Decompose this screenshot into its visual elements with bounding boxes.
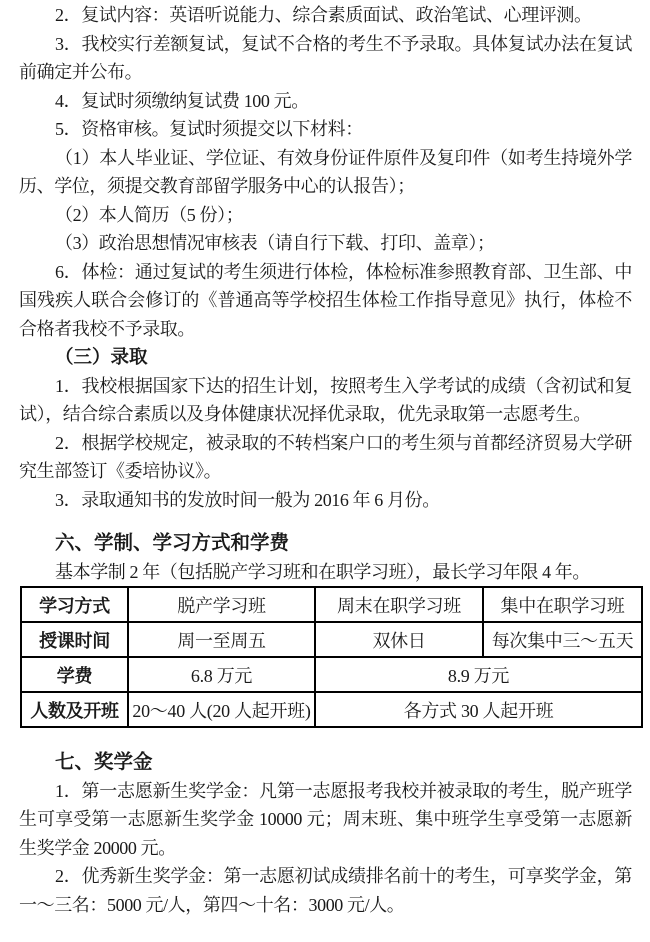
- table-cell: 6.8 万元: [128, 657, 315, 692]
- table-row-class-size: [21, 692, 642, 727]
- table-row-class-time: [21, 622, 642, 657]
- paragraph-retest-content: 2．复试内容：英语听说能力、综合素质面试、政治笔试、心理评测。: [55, 5, 592, 25]
- row-header-cell: 学习方式: [21, 587, 128, 622]
- paragraph-schooling-intro: 基本学制 2 年（包括脱产学习班和在职学习班），最长学习年限 4 年。: [55, 561, 590, 582]
- paragraph-admission-2: 2．根据学校规定，被录取的不转档案户口的考生须与首都经济贸易大学研究生部签订《委培协议》。: [19, 432, 632, 481]
- paragraph-material-2: （2）本人简历（5 份）；: [55, 204, 244, 225]
- paragraph-material-3: （3）政治思想情况审核表（请自行下载、打印、盖章）；: [55, 233, 495, 253]
- row-header-cell: 学费: [21, 657, 128, 692]
- row-header-cell: 授课时间: [21, 622, 128, 657]
- table-cell: 8.9 万元: [315, 657, 642, 692]
- table-cell: 集中在职学习班: [483, 587, 642, 622]
- table-cell: 双休日: [315, 622, 483, 657]
- table-cell: 周末在职学习班: [315, 587, 483, 622]
- paragraph-qualification-review: 5．资格审核。复试时须提交以下材料：: [55, 119, 363, 139]
- paragraph-physical-exam: 6．体检：通过复试的考生须进行体检，体检标准参照教育部、卫生部、中国残疾人联合会修订的《普通高等学校招生体检工作指导意见》执行，体检不合格者我校不予录取。: [19, 261, 632, 339]
- row-header-cell: 人数及开班: [21, 692, 128, 727]
- table-row-tuition-fee: [21, 657, 642, 692]
- table-cell: 周一至周五: [128, 622, 315, 657]
- table-cell: 每次集中三～五天: [483, 622, 642, 657]
- paragraph-retest-fee: 4．复试时须缴纳复试费 100 元。: [55, 90, 309, 111]
- heading-admission: （三）录取: [55, 346, 148, 367]
- paragraph-retest-differential: 3．我校实行差额复试，复试不合格的考生不予录取。具体复试办法在复试前确定并公布。: [19, 33, 632, 82]
- paragraph-admission-1: 1．我校根据国家下达的招生计划，按照考生入学考试的成绩（含初试和复试），结合综合素质以及身体健康状况择优录取，优先录取第一志愿考生。: [19, 375, 632, 424]
- paragraph-scholarship-2: 2．优秀新生奖学金：第一志愿初试成绩排名前十的考生，可享奖学金，第一～三名：5000 元/人，第四～十名：3000 元/人。: [19, 866, 632, 915]
- paragraph-admission-3: 3．录取通知书的发放时间一般为 2016 年 6 月份。: [55, 489, 440, 510]
- table-cell: 20～40 人(20 人起开班): [128, 692, 315, 727]
- table-row-study-mode: [21, 587, 642, 622]
- heading-section-6: 六、学制、学习方式和学费: [55, 532, 290, 554]
- paragraph-material-1: （1）本人毕业证、学位证、有效身份证件原件及复印件（如考生持境外学历、学位，须提交教育部留学服务中心的认报告）；: [19, 147, 632, 196]
- table-cell: 各方式 30 人起开班: [315, 692, 642, 727]
- heading-section-7: 七、奖学金: [55, 751, 153, 773]
- table-cell: 脱产学习班: [128, 587, 315, 622]
- tuition-table: [20, 586, 643, 728]
- paragraph-scholarship-1: 1．第一志愿新生奖学金：凡第一志愿报考我校并被录取的考生，脱产班学生可享受第一志愿新生奖学金 10000 元；周末班、集中班学生享受第一志愿新生奖学金 20000 元。: [19, 780, 632, 858]
